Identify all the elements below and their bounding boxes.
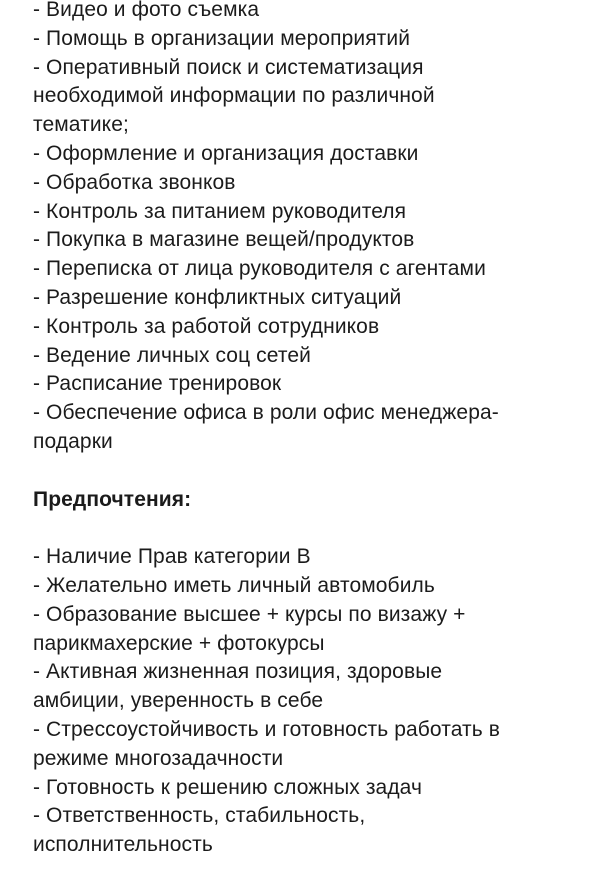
duties-line: - Обработка звонков xyxy=(33,170,236,194)
preferences-line: парикмахерские + фотокурсы xyxy=(33,631,325,655)
duties-line: - Контроль за питанием руководителя xyxy=(33,199,407,223)
duties-line: - Переписка от лица руководителя с агентами xyxy=(33,257,486,281)
duties-line: тематике; xyxy=(33,113,129,137)
duties-line: - Расписание тренировок xyxy=(33,372,282,396)
duties-line: необходимой информации по различной xyxy=(33,84,435,108)
duties-line: - Оформление и организация доставки xyxy=(33,141,419,165)
preferences-line: - Наличие Прав категории В xyxy=(33,545,311,569)
duties-line: - Покупка в магазине вещей/продуктов xyxy=(33,228,415,252)
preferences-heading: Предпочтения: xyxy=(33,487,192,511)
preferences-line: - Ответственность, стабильность, xyxy=(33,804,366,828)
duties-line: - Помощь в организации мероприятий xyxy=(33,26,411,50)
preferences-line: - Стрессоустойчивость и готовность работать в xyxy=(33,717,500,741)
preferences-line: - Активная жизненная позиция, здоровые xyxy=(33,660,443,684)
preferences-line: амбиции, уверенность в себе xyxy=(33,689,324,713)
duties-line: - Видео и фото съемка xyxy=(33,0,260,21)
preferences-line: - Желательно иметь личный автомобиль xyxy=(33,573,435,597)
duties-line: - Ведение личных соц сетей xyxy=(33,343,311,367)
duties-list xyxy=(33,0,588,457)
spacer xyxy=(33,514,588,543)
preferences-line: исполнительность xyxy=(33,833,213,857)
preferences-list xyxy=(33,543,588,860)
duties-line: - Оперативный поиск и систематизация xyxy=(33,55,424,79)
document-body xyxy=(33,0,588,860)
duties-line: - Контроль за работой сотрудников xyxy=(33,314,380,338)
duties-line: подарки xyxy=(33,429,113,453)
preferences-line: режиме многозадачности xyxy=(33,746,284,770)
spacer xyxy=(33,457,588,486)
duties-line: - Обеспечение офиса в роли офис менеджера- xyxy=(33,401,499,425)
duties-line: - Разрешение конфликтных ситуаций xyxy=(33,285,402,309)
preferences-line: - Готовность к решению сложных задач xyxy=(33,775,423,799)
preferences-line: - Образование высшее + курсы по визажу + xyxy=(33,602,466,626)
